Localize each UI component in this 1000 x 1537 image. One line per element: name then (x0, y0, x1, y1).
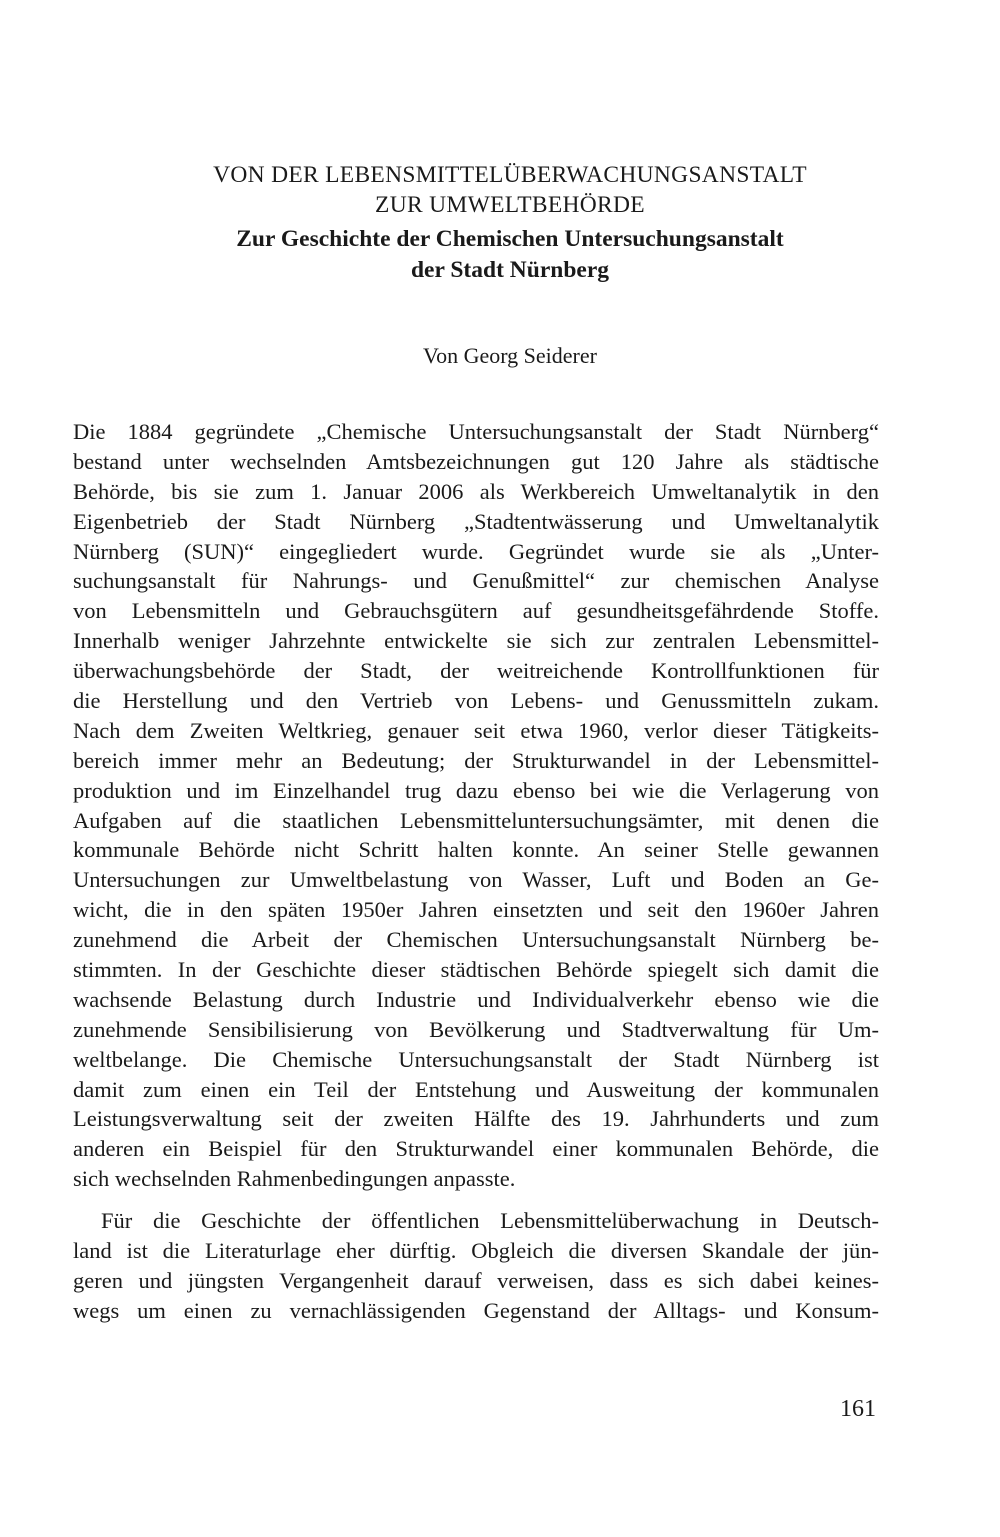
text-line: zunehmende Sensibilisierung von Bevölkerung und Stadtverwaltung für Um- (73, 1016, 879, 1042)
text-line: die Herstellung und den Vertrieb von Lebens- und Genussmitteln zukam. (73, 688, 879, 714)
text-line: wegs um einen zu vernachlässigenden Gegenstand der Alltags- und Konsum- (73, 1297, 879, 1323)
article-title-line-1: VON DER LEBENSMITTELÜBERWACHUNGSANSTALT (213, 162, 807, 188)
text-line: Für die Geschichte der öffentlichen Lebensmittelüberwachung in Deutsch- (101, 1208, 879, 1234)
article-title-line-2: ZUR UMWELTBEHÖRDE (375, 192, 645, 218)
article-subtitle-line-1: Zur Geschichte der Chemischen Untersuchungsanstalt (236, 226, 784, 252)
article-subtitle (70, 224, 950, 286)
text-line: Eigenbetrieb der Stadt Nürnberg „Stadtentwässerung und Umweltanalytik (73, 508, 879, 534)
text-line: kommunale Behörde nicht Schritt halten konnte. An seiner Stelle gewannen (73, 837, 879, 863)
text-line: Behörde, bis sie zum 1. Januar 2006 als Werkbereich Umweltanalytik in den (73, 478, 879, 504)
text-line: land ist die Literaturlage eher dürftig. Obgleich die diversen Skandale der jün- (73, 1238, 879, 1264)
article-subtitle-line-2: der Stadt Nürnberg (410, 257, 610, 283)
text-line: Nürnberg (SUN)“ eingegliedert wurde. Gegründet wurde sie als „Unter- (73, 538, 879, 564)
author-byline: Von Georg Seiderer (423, 343, 597, 368)
text-line: produktion und im Einzelhandel trug dazu ebenso bei wie die Verlagerung von (73, 777, 879, 803)
text-line: zunehmend die Arbeit der Chemischen Untersuchungsanstalt Nürnberg be- (73, 927, 879, 953)
text-line: suchungsanstalt für Nahrungs- und Genußmittel“ zur chemischen Analyse (73, 568, 879, 594)
text-line: von Lebensmitteln und Gebrauchsgütern auf gesundheitsgefährdende Stoffe. (73, 598, 879, 624)
text-line: wachsende Belastung durch Industrie und Individualverkehr ebenso wie die (73, 986, 879, 1012)
text-line: Innerhalb weniger Jahrzehnte entwickelte sie sich zur zentralen Lebensmittel- (73, 628, 879, 654)
text-line: damit zum einen ein Teil der Entstehung und Ausweitung der kommunalen (73, 1076, 879, 1102)
text-line: Nach dem Zweiten Weltkrieg, genauer seit etwa 1960, verlor dieser Tätigkeits- (73, 717, 879, 743)
page-number: 161 (840, 1396, 876, 1422)
text-line: bestand unter wechselnden Amtsbezeichnungen gut 120 Jahre als städtische (73, 448, 879, 474)
text-line: weltbelange. Die Chemische Untersuchungsanstalt der Stadt Nürnberg ist (73, 1046, 879, 1072)
text-line: anderen ein Beispiel für den Strukturwandel einer kommunalen Behörde, die (73, 1136, 879, 1162)
paragraph (73, 1206, 879, 1326)
text-line: wicht, die in den späten 1950er Jahren einsetzten und seit den 1960er Jahren (73, 897, 879, 923)
article-title (70, 160, 950, 220)
text-line: geren und jüngsten Vergangenheit darauf verweisen, dass es sich dabei keines- (73, 1267, 879, 1293)
article-header (70, 160, 950, 286)
text-line: sich wechselnden Rahmenbedingungen anpasste. (73, 1166, 516, 1192)
paragraph-gap (73, 1194, 879, 1206)
text-line: bereich immer mehr an Bedeutung; der Strukturwandel in der Lebensmittel- (73, 747, 879, 773)
text-line: Die 1884 gegründete „Chemische Untersuchungsanstalt der Stadt Nürnberg“ (73, 419, 879, 444)
text-line: Untersuchungen zur Umweltbelastung von Wasser, Luft und Boden an Ge- (73, 867, 879, 893)
text-line: Aufgaben auf die staatlichen Lebensmitteluntersuchungsämter, mit denen die (73, 807, 879, 833)
article-body (73, 417, 879, 1326)
text-line: überwachungsbehörde der Stadt, der weitreichende Kontrollfunktionen für (73, 658, 879, 684)
paragraph (73, 417, 879, 1194)
text-line: stimmten. In der Geschichte dieser städtischen Behörde spiegelt sich damit die (73, 957, 879, 983)
text-line: Leistungsverwaltung seit der zweiten Hälfte des 19. Jahrhunderts und zum (73, 1106, 879, 1132)
